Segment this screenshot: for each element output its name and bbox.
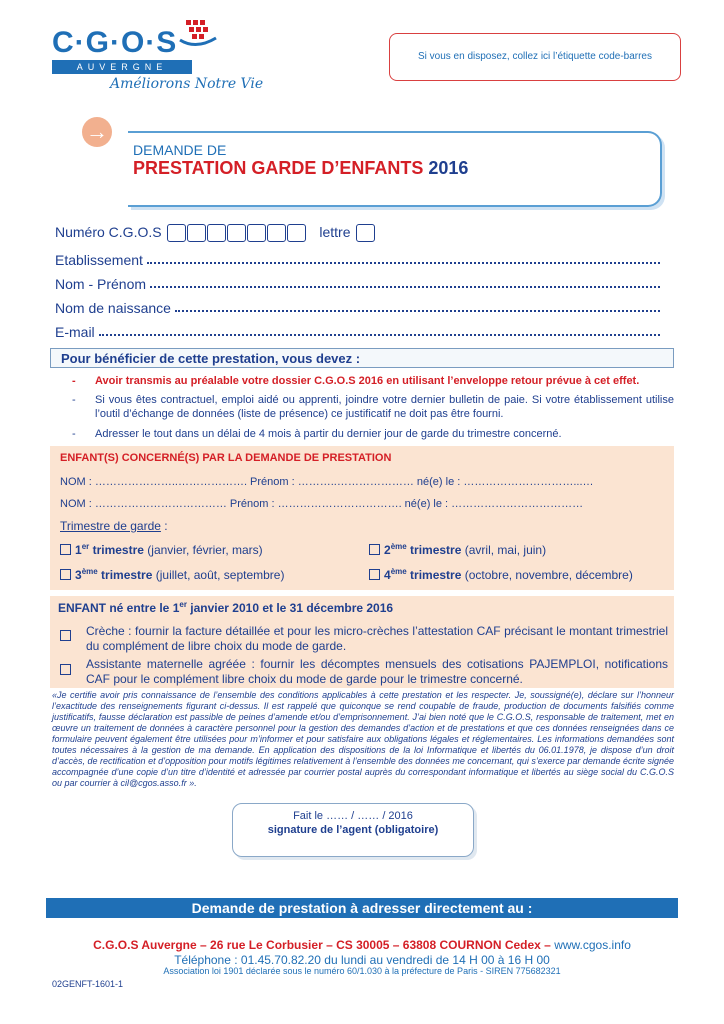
checkbox-icon[interactable] [60,569,71,580]
logo-wordmark: C·G·O·S [52,26,178,59]
checkbox-icon[interactable] [369,569,380,580]
option-creche-text: Crèche : fournir la facture détaillée et pour les micro-crèches l’attestation CAF précisant le montant trimestriel du complément de libre choix du mode de garde. [86,624,668,653]
signature-box[interactable] [232,803,474,857]
footer-address: C.G.O.S Auvergne – 26 rue Le Corbusier – CS 30005 – 63808 COURNON Cedex – www.cgos.info [93,938,631,952]
checkbox-icon[interactable] [369,544,380,555]
trimestre-2-option[interactable]: 2ème trimestre (avril, mai, juin) [369,542,546,557]
title-kicker: DEMANDE DE [133,142,227,158]
condition-item: - Si vous êtes contractuel, emploi aidé ou apprenti, joindre votre dernier bulletin de paie. Si votre établissement utilise l’outil d’échange de données (liste de présence) ce justificatif ne doit pas être fourni. [72,394,674,420]
footer-phone: Téléphone : 01.45.70.82.20 du lundi au vendredi de 14 H 00 à 16 H 00 [174,953,550,967]
trimestre-label-wrap: Trimestre de garde : [60,519,168,533]
signature-date-line: Fait le …… / …… / 2016 [293,810,413,822]
enfant-row-1[interactable]: NOM : …………………..………………. Prénom : ………..………………… né(e) le : …………………………...… [60,476,594,488]
footer-website-link[interactable]: www.cgos.info [554,938,631,952]
conditions-header: Pour bénéficier de cette prestation, vous devez : [50,348,674,368]
arrow-right-icon: → [82,117,112,147]
footer-association: Association loi 1901 déclarée sous le numéro 60/1.030 à la préfecture de Paris - SIREN 775682321 [163,966,561,976]
enfant-ne-title: ENFANT né entre le 1er janvier 2010 et le 31 décembre 2016 [58,600,394,615]
option-creche-checkbox[interactable] [60,627,75,645]
nom-naissance-field[interactable] [55,298,660,316]
option-assistante-checkbox[interactable] [60,661,75,679]
numero-cgos-input[interactable] [167,224,307,242]
legal-notice: «Je certifie avoir pris connaissance de l’ensemble des conditions applicables à cette prestation et les respecter. Je, soussigné(e), déclare sur l’honneur l’exactitude des renseignements figurant ci-dessus. Il est rappelé que quiconque se rend coupable de fraude, production de documents falsifiés comme justificatifs, fausse déclaration est passible de peines d’amende et/ou d’emprisonnement. J’ai bien noté que le C.G.O.S, responsable de traitement, met en œuvre un traitement de données à caractère personnel pour la gestion des demandes d’action et de prestations et que ces données renseignées dans ce formulaire peuvent également être utilisées pour m’informer et pour satisfaire aux obligations légales et réglementaires. Les informations demandées sont toutes nécessaires à la gestion de ma demande. En application des dispositions de la loi Informatique et libertés du 06.01.1978, je dispose d’un droit d’accès, de rectification et d’opposition pour motifs légitimes relativement à l’ensemble des données me concernant, qui s’exerce par demande écrite signée accompagnée d’une copie d’un titre d’identité et adressée par courrier postal auprès du correspondant informatique et libertés au siège social du C.G.O.S ou par courrier à cil@cgos.asso.fr ». [52,690,674,788]
page-title-year: 2016 [428,158,469,178]
logo-tagline: Améliorons Notre Vie [110,76,264,92]
enfants-title: ENFANT(S) CONCERNÉ(S) PAR LA DEMANDE DE PRESTATION [60,452,392,464]
numero-cgos-label: Numéro C.G.O.S [55,224,162,240]
page-title [133,158,468,179]
nom-prenom-field[interactable] [55,274,660,292]
trimestre-label: Trimestre de garde [60,519,161,533]
barcode-label-box: Si vous en disposez, collez ici l’étiquette code-barres [389,33,681,81]
trimestre-1-option[interactable]: 1er trimestre (janvier, février, mars) [60,542,263,557]
lettre-label: lettre [319,224,351,240]
form-code: 02GENFT-1601-1 [52,979,124,989]
nom-prenom-label: Nom - Prénom [55,276,147,292]
condition-item: - Adresser le tout dans un délai de 4 mois à partir du dernier jour de garde du trimestre concerné. [72,428,562,440]
logo-mark-icon [178,16,218,54]
email-field[interactable] [55,322,660,340]
signature-label: signature de l’agent (obligatoire) [267,824,439,836]
checkbox-icon[interactable] [60,630,71,641]
trimestre-4-option[interactable]: 4ème trimestre (octobre, novembre, décembre) [369,567,633,582]
trimestre-3-option[interactable]: 3ème trimestre (juillet, août, septembre) [60,567,284,582]
page-title-text: PRESTATION GARDE D’ENFANTS [133,158,424,178]
lettre-input[interactable] [356,224,376,242]
checkbox-icon[interactable] [60,544,71,555]
logo-region-band: AUVERGNE [52,60,192,74]
send-to-banner: Demande de prestation à adresser directement au : [46,898,678,918]
condition-item: - Avoir transmis au préalable votre dossier C.G.O.S 2016 en utilisant l’enveloppe retour prévue à cet effet. [72,375,640,387]
etablissement-field[interactable] [55,250,660,268]
etablissement-label: Etablissement [55,252,143,268]
option-assistante-text: Assistante maternelle agréée : fournir les décomptes mensuels des cotisations PAJEMPLOI, notifications CAF pour le complément libre choix du mode de garde pour le trimestre concerné. [86,657,668,686]
email-label: E-mail [55,324,95,340]
nom-naissance-label: Nom de naissance [55,300,171,316]
checkbox-icon[interactable] [60,664,71,675]
enfant-row-2[interactable]: NOM : ……………………………… Prénom : ……………………………. né(e) le : ……………………………… [60,498,584,510]
numero-cgos-field [55,224,376,242]
